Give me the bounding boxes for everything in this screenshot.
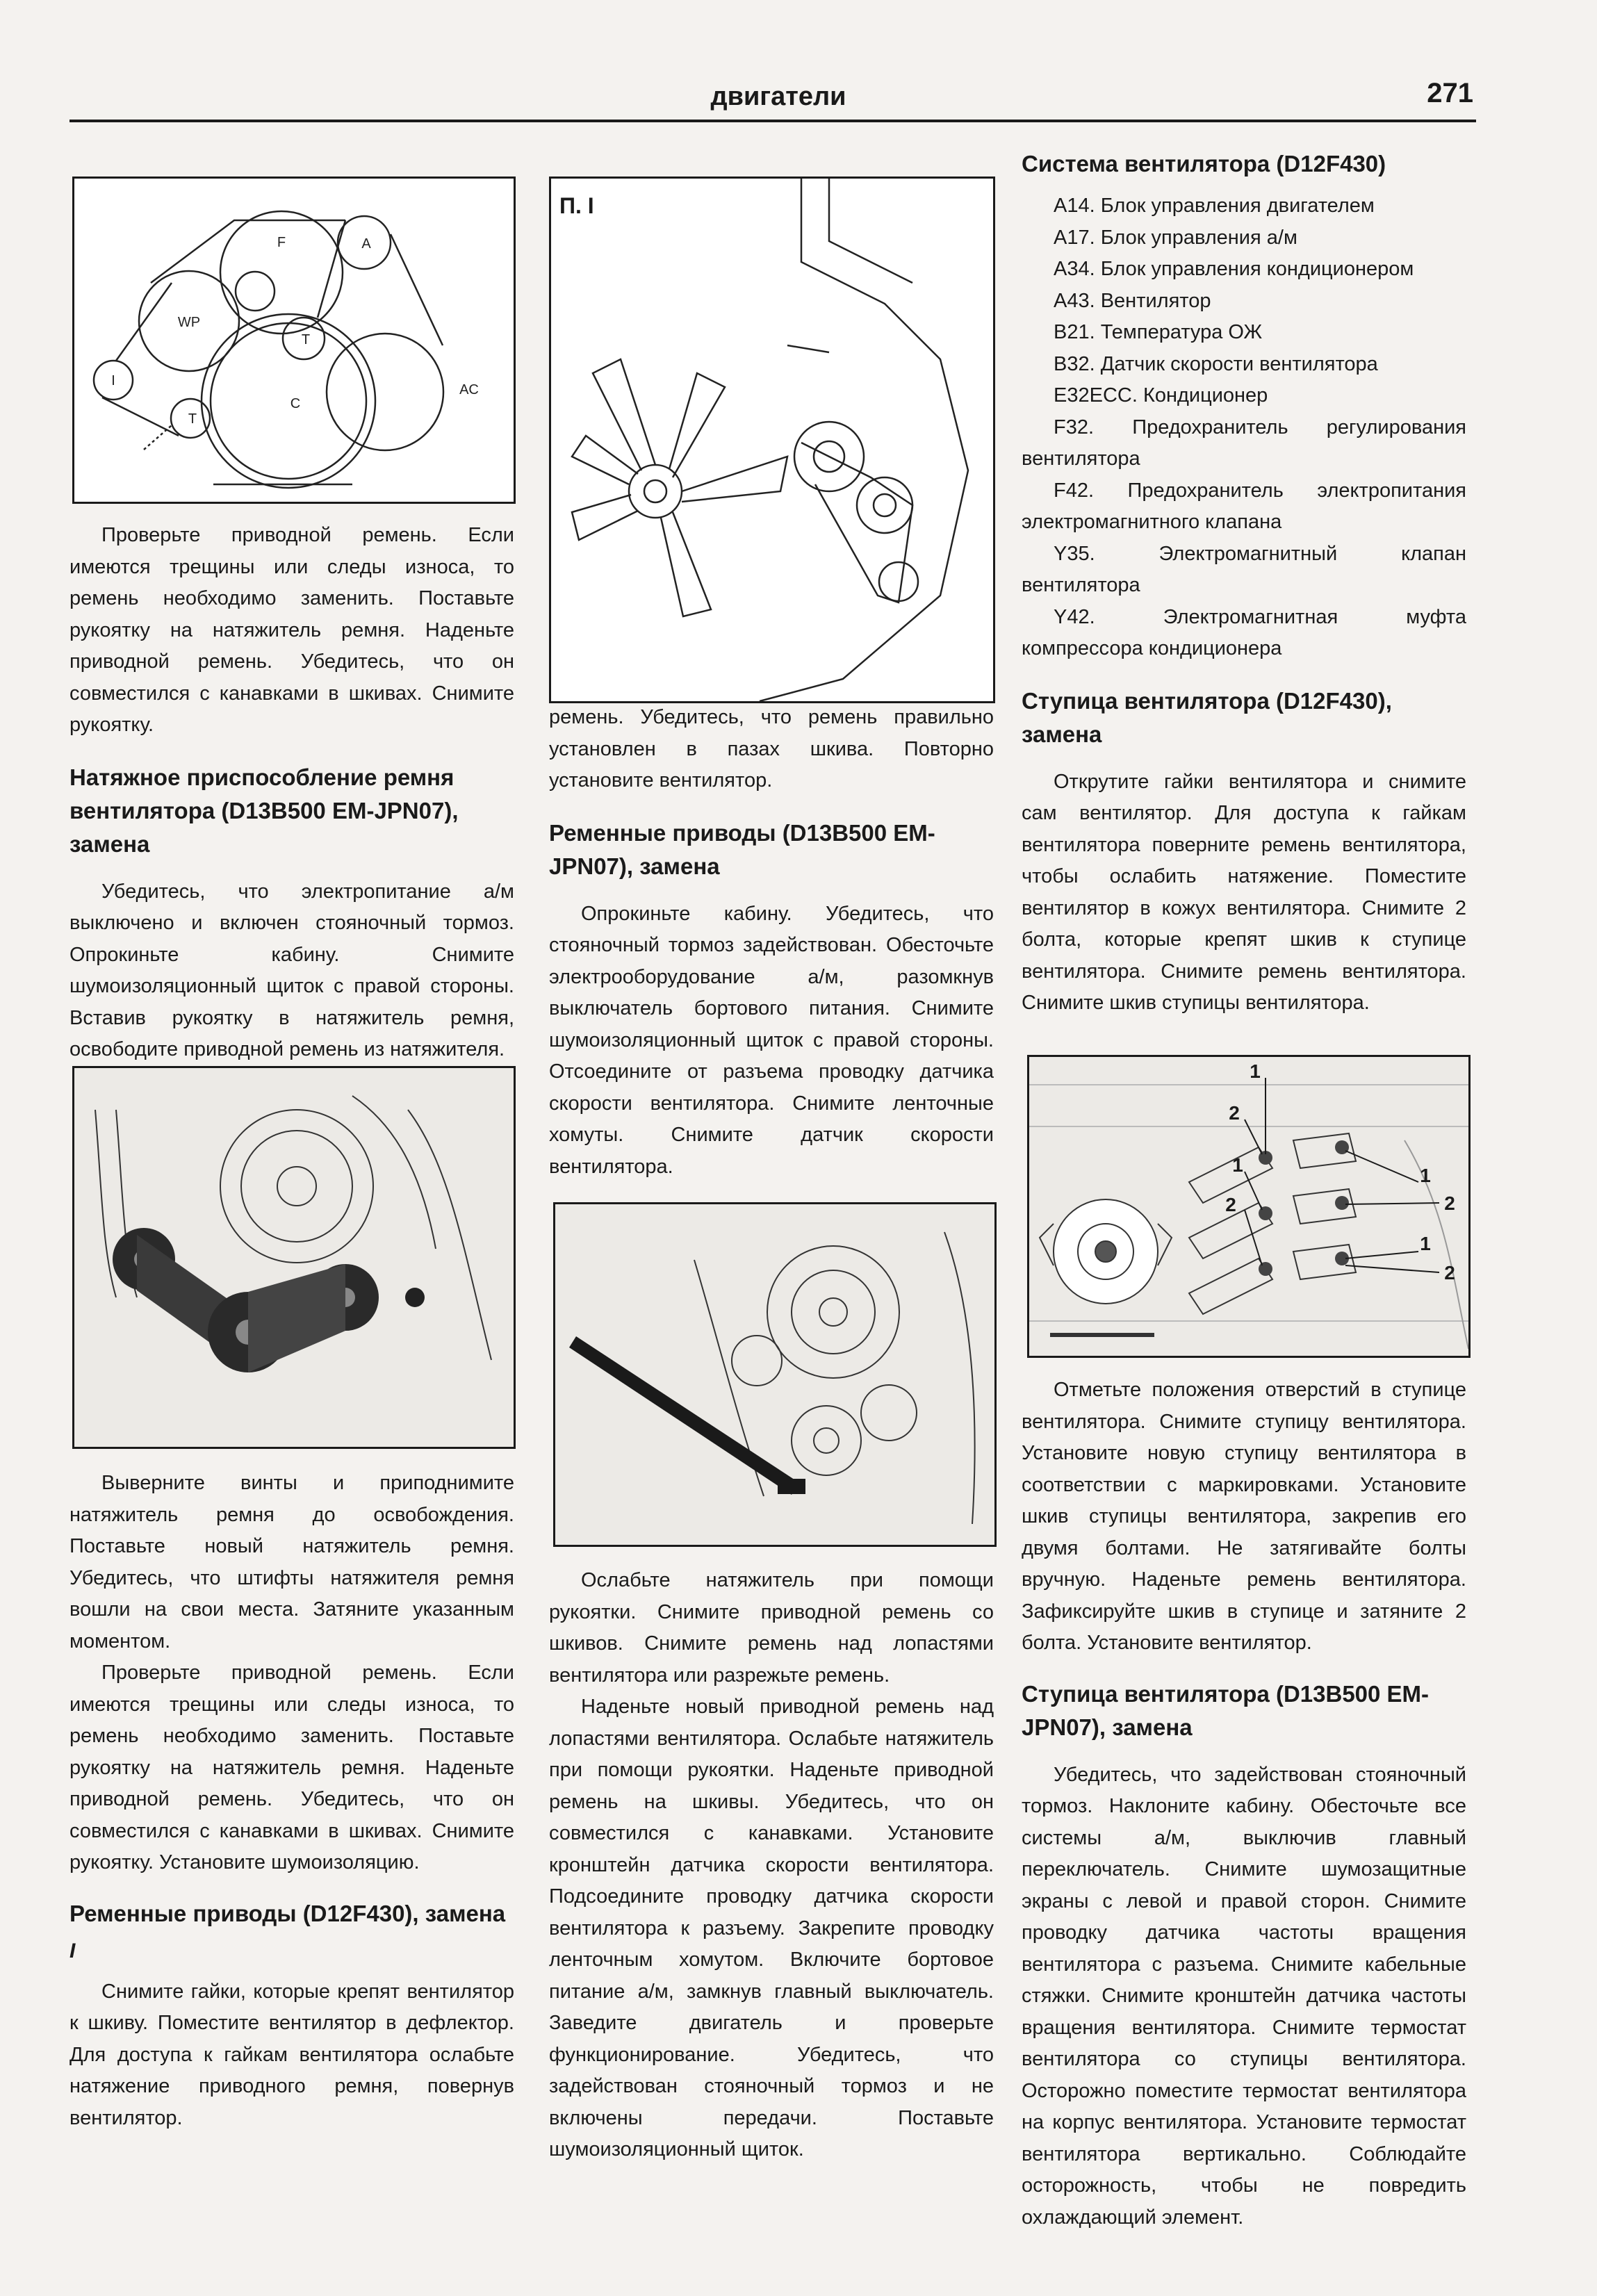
label-a: A bbox=[361, 236, 371, 252]
col1-para-4: Проверьте приводной ремень. Если имеются трещины или следы износа, то ремень необходимо заменить. Поставьте рукоятку на натяжитель ремня. Наденьте приводной ремень. Убедитесь, что он совместился с канавками в шкивах. Снимите рукоятку. Установите шумоизоляцию. bbox=[69, 1662, 514, 1873]
label-f: F bbox=[277, 235, 286, 250]
callout-1: 1 bbox=[1420, 1165, 1431, 1186]
label-ac: AC bbox=[459, 382, 479, 397]
col2-para-2: Опрокиньте кабину. Убедитесь, что стояночный тормоз задействован. Обесточьте электрооборудование а/м, разомкнув выключатель бортового питания. Снимите шумоизоляционный щиток с правой стороны. Отсоедините от разъема проводку датчика скорости вентилятора. Снимите ленточные хомуты. Снимите датчик скорости вентилятора. bbox=[549, 902, 994, 1178]
tensioner-photo bbox=[72, 1066, 516, 1449]
col1-heading-tensioner: Натяжное приспособление ремня вентилятора (D13B500 EM-JPN07), замена bbox=[69, 764, 459, 857]
page-number: 271 bbox=[1427, 78, 1473, 108]
list-item: A17. Блок управления а/м bbox=[1054, 226, 1297, 249]
col3-heading-fan-system: Система вентилятора (D12F430) bbox=[1022, 151, 1386, 177]
label-i: I bbox=[111, 373, 115, 388]
label-c: C bbox=[290, 396, 301, 411]
callout-1: 1 bbox=[1232, 1154, 1243, 1176]
callout-2: 2 bbox=[1225, 1194, 1236, 1215]
col2-para-1: ремень. Убедитесь, что ремень правильно установлен в пазах шкива. Повторно установите вентилятор. bbox=[549, 706, 994, 792]
list-item: Y35. Электромагнитный клапан вентилятора bbox=[1022, 542, 1466, 596]
col1-heading-belt-d12: Ременные приводы (D12F430), замена bbox=[69, 1900, 506, 1926]
col3-para-1: Открутите гайки вентилятора и снимите сам вентилятор. Для доступа к гайкам вентилятора поверните ремень вентилятора, чтобы ослабить натяжение. Поместите вентилятор в кожух вентилятора. Снимите 2 болта, которые крепят шкив к ступице вентилятора. Снимите ремень вентилятора. Снимите шкив ступицы вентилятора. bbox=[1022, 770, 1466, 1014]
list-item: B21. Температура ОЖ bbox=[1054, 321, 1263, 343]
list-item: A43. Вентилятор bbox=[1054, 289, 1211, 312]
callout-2: 2 bbox=[1229, 1102, 1240, 1124]
col1-para-1: Проверьте приводной ремень. Если имеются трещины или следы износа, то ремень необходимо заменить. Поставьте рукоятку на натяжитель ремня. Наденьте приводной ремень. Убедитесь, что он совместился с канавками в шкивах. Снимите рукоятку. bbox=[69, 524, 514, 736]
callout-2: 2 bbox=[1444, 1262, 1455, 1284]
list-item: A34. Блок управления кондиционером bbox=[1054, 258, 1414, 280]
callout-1: 1 bbox=[1250, 1060, 1261, 1082]
running-header-title: двигатели bbox=[710, 82, 846, 111]
step-marker: I bbox=[69, 1939, 76, 1962]
label-wp: WP bbox=[177, 315, 201, 330]
list-item: F42. Предохранитель электропитания электромагнитного клапана bbox=[1022, 479, 1466, 533]
col1-para-2: Убедитесь, что электропитание а/м выключено и включен стояночный тормоз. Опрокиньте кабину. Снимите шумоизоляционный щиток с правой стороны. Вставив рукоятку в натяжитель ремня, освободите приводной ремень из натяжителя. bbox=[69, 880, 514, 1060]
callout-1: 1 bbox=[1420, 1233, 1431, 1254]
col3-para-2: Отметьте положения отверстий в ступице вентилятора. Снимите ступицу вентилятора. Установите новую ступицу вентилятора в соответствии с маркировками. Установите шкив ступицы вентилятора, закрепив его двумя болтами. Не затягивайте болты вручную. Наденьте ремень вентилятора. Зафиксируйте шкив в ступице и затяните 2 болта. Установите вентилятор. bbox=[1022, 1379, 1466, 1654]
fan-figure-label: П. I bbox=[559, 193, 594, 218]
col3-heading-hub-d12: Ступица вентилятора (D12F430), замена bbox=[1022, 687, 1392, 747]
callout-2: 2 bbox=[1444, 1192, 1455, 1214]
list-item: A14. Блок управления двигателем bbox=[1054, 195, 1375, 217]
col3-para-3: Убедитесь, что задействован стояночный тормоз. Наклоните кабину. Обесточьте все системы а/м, выключив главный переключатель. Снимите шумозащитные экраны с левой и правой сторон. Снимите проводку датчика частоты вращения вентилятора с разъема. Снимите кабельные стяжки. Снимите кронштейн датчика частоты вращения вентилятора. Снимите термостат вентилятора со ступицы вентилятора. Осторожно поместите термостат вентилятора на корпус вентилятора. Установите термостат вентилятора вертикально. Соблюдайте осторожность, чтобы не повредить охлаждающий элемент. bbox=[1022, 1763, 1466, 2229]
col1-para-5: Снимите гайки, которые крепят вентилятор к шкиву. Поместите вентилятор в дефлектор. Для доступа к гайкам вентилятора ослабьте натяжение приводного ремня, повернув вентилятор. bbox=[69, 1980, 514, 2129]
col1-para-3: Выверните винты и приподнимите натяжитель ремня до освобождения. Поставьте новый натяжитель ремня. Убедитесь, что штифты натяжителя ремня вошли на свои места. Затяните указанным моментом. bbox=[69, 1472, 514, 1653]
component-list bbox=[1022, 190, 1466, 665]
fan-removal-diagram bbox=[549, 177, 995, 703]
col3-heading-hub-d13: Ступица вентилятора (D13B500 EM-JPN07), замена bbox=[1022, 1680, 1430, 1740]
label-t1: T bbox=[301, 332, 311, 347]
list-item: B32. Датчик скорости вентилятора bbox=[1054, 352, 1378, 375]
col2-para-4: Наденьте новый приводной ремень над лопастями вентилятора. Ослабьте натяжитель при помощи рукоятки. Наденьте приводной ремень на шкивы. Убедитесь, что он совместился с канавками. Установите кронштейн датчика скорости вентилятора. Подсоедините проводку датчика скорости вентилятора к разъему. Закрепите проводку ленточным хомутом. Включите бортовое питание а/м, замкнув главный выключатель. Заведите двигатель и проверьте функционирование. Убедитесь, что задействован стояночный тормоз и не включены передачи. Поставьте шумоизоляционный щиток. bbox=[549, 1696, 994, 2160]
belt-routing-diagram bbox=[72, 177, 516, 504]
col2-heading-belt-d13: Ременные приводы (D13B500 EM-JPN07), замена bbox=[549, 819, 935, 879]
list-item: Y42. Электромагнитная муфта компрессора кондиционера bbox=[1022, 605, 1466, 659]
col2-para-3: Ослабьте натяжитель при помощи рукоятки. Снимите приводной ремень со шкивов. Снимите ремень над лопастями вентилятора или разрежьте ремень. bbox=[549, 1569, 994, 1687]
list-item: E32ECC. Кондиционер bbox=[1054, 384, 1268, 407]
tensioner-handle-photo bbox=[553, 1202, 997, 1547]
header-rule bbox=[69, 120, 1476, 122]
list-item: F32. Предохранитель регулирования вентилятора bbox=[1022, 416, 1466, 470]
label-t2: T bbox=[188, 411, 197, 427]
fan-hub-diagram bbox=[1027, 1055, 1471, 1358]
